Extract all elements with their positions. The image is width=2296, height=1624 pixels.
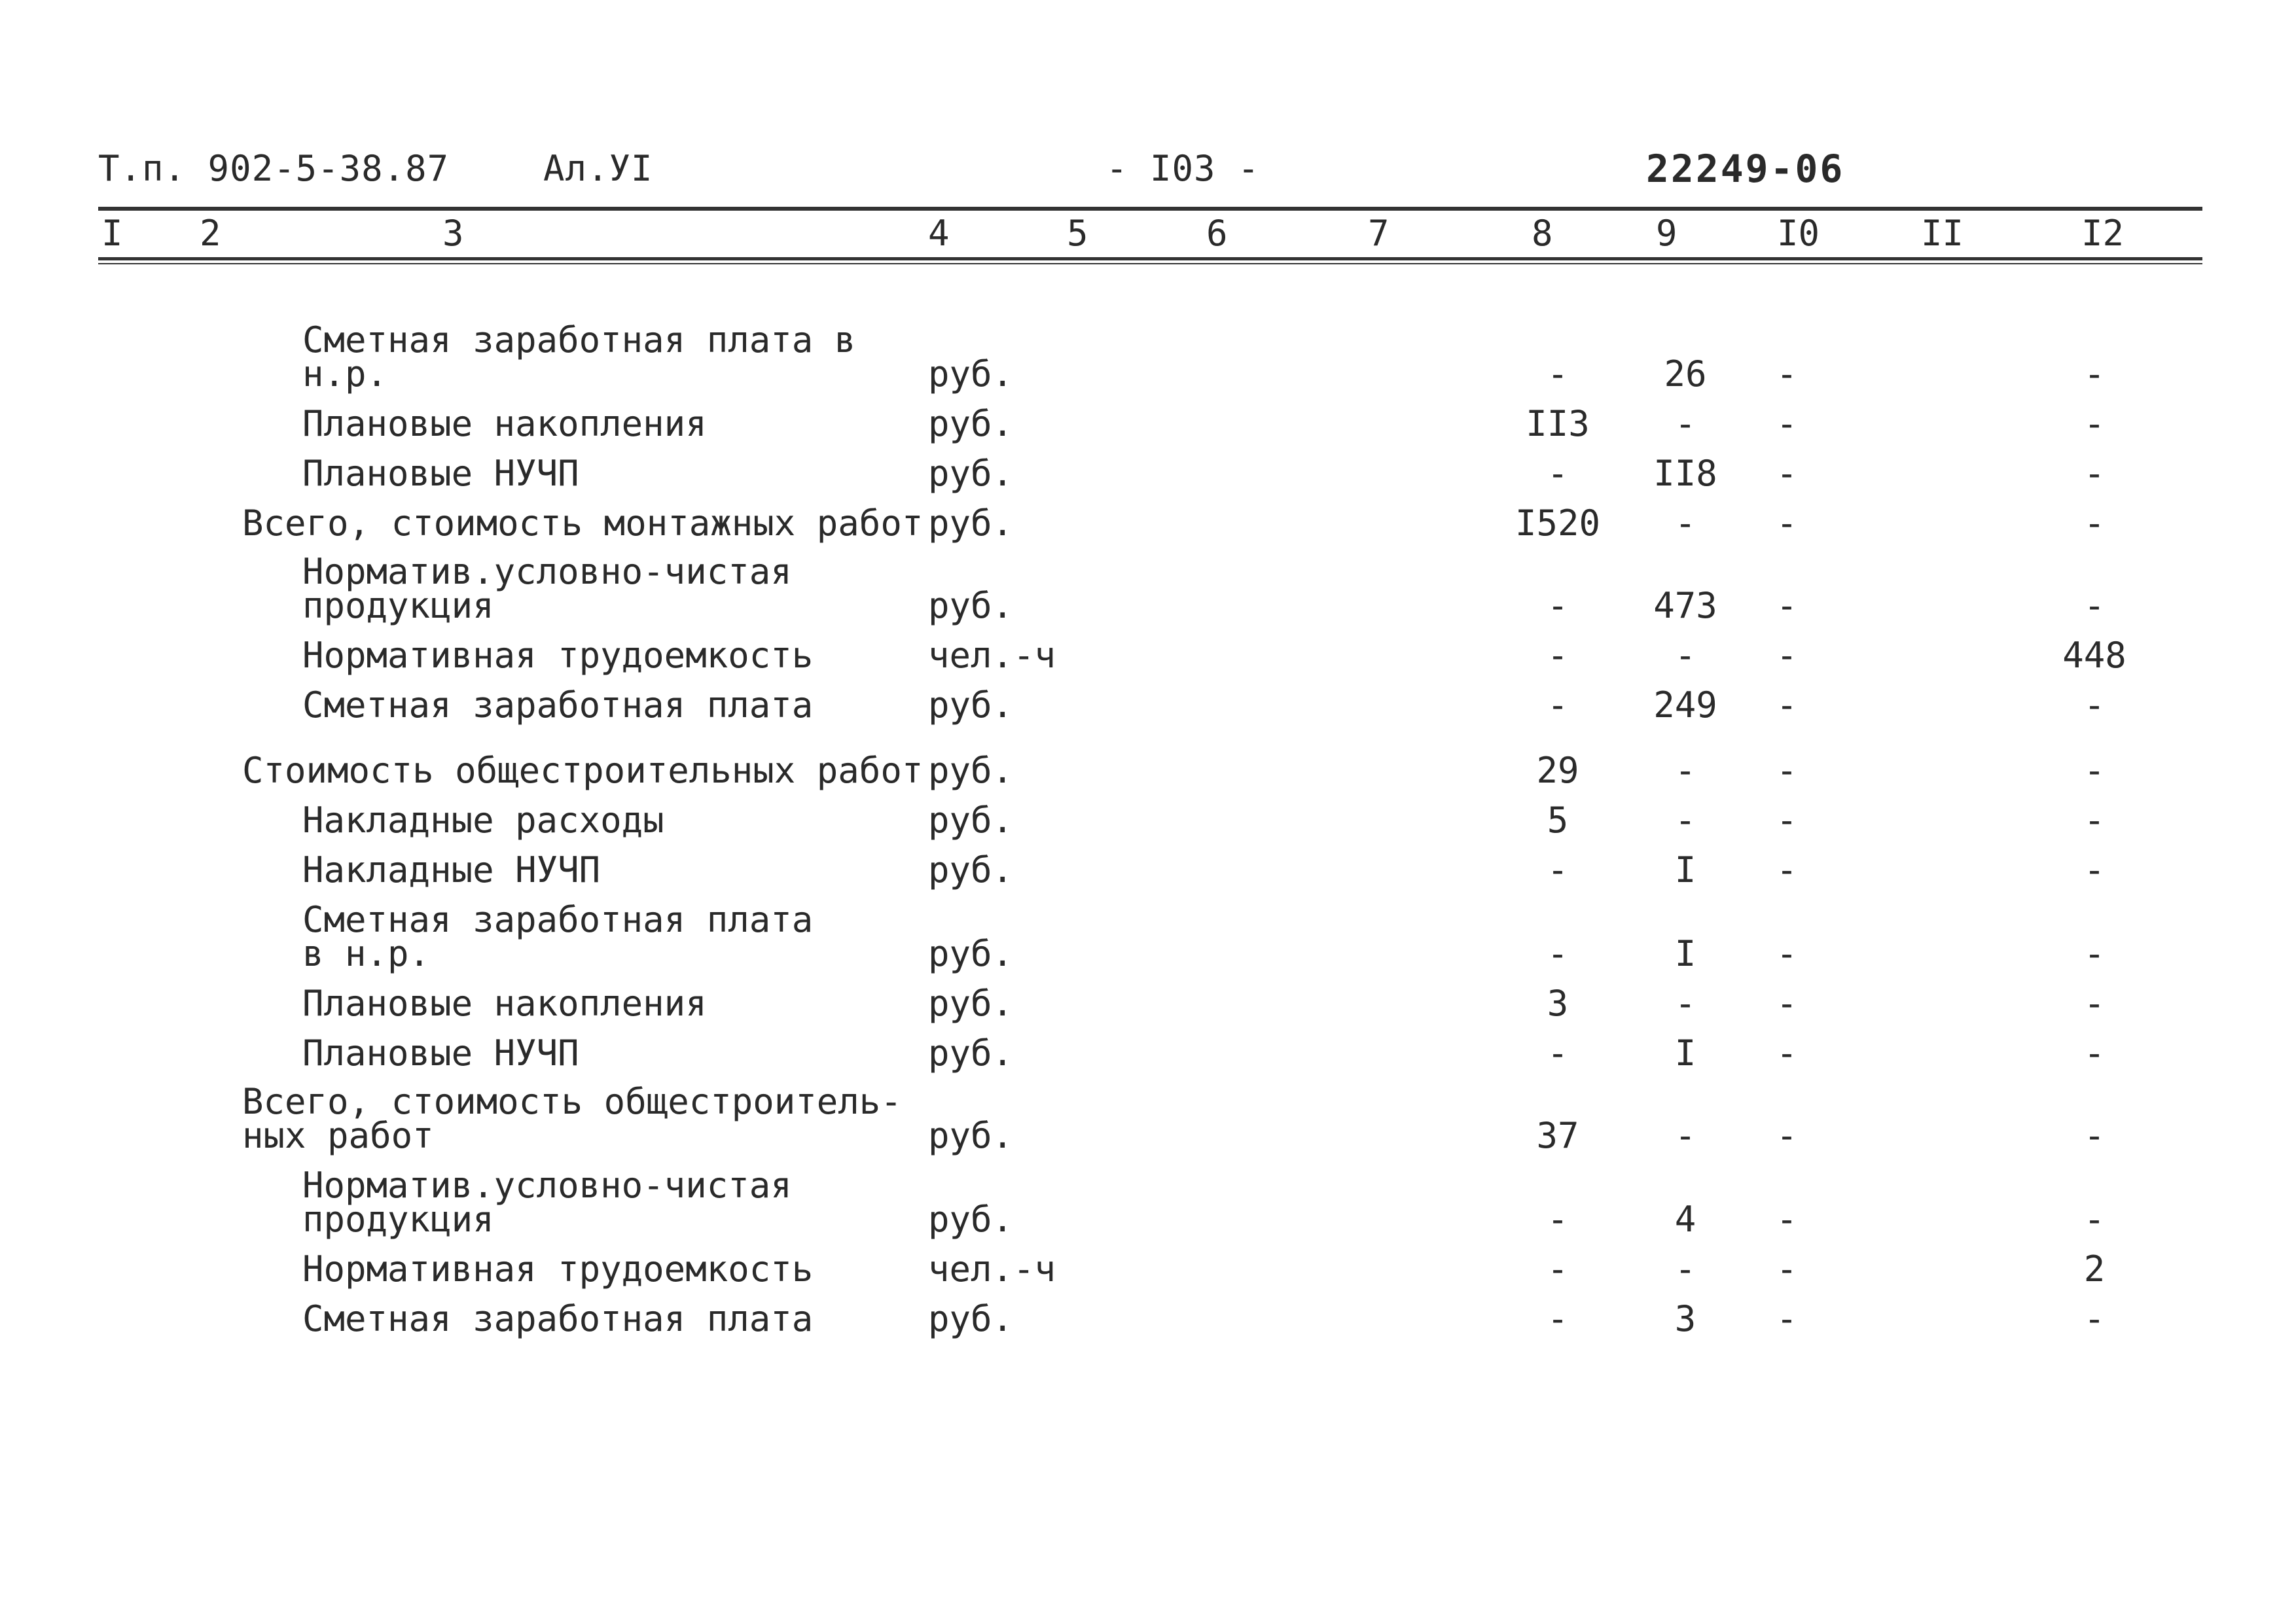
cell-col-9: I — [1674, 1033, 1696, 1074]
cell-col-9: I — [1674, 933, 1696, 974]
cell-col-10: - — [1776, 1248, 1798, 1290]
row-unit: чел.-ч — [928, 635, 1056, 676]
row-unit: руб. — [928, 1199, 1014, 1240]
cell-col-9: 26 — [1664, 353, 1707, 395]
row-name: Плановые накопления — [302, 403, 707, 444]
row-name: Сметная заработная плата — [302, 684, 814, 726]
column-number: 8 — [1532, 213, 1553, 254]
cell-col-12: 448 — [2062, 635, 2126, 676]
cell-col-8: - — [1547, 585, 1569, 626]
album-number: Ал.УI — [543, 148, 653, 189]
cell-col-8: 3 — [1547, 983, 1569, 1024]
cell-col-12: - — [2083, 353, 2106, 395]
cell-col-8: 29 — [1536, 750, 1579, 791]
row-unit: руб. — [928, 800, 1014, 841]
column-number: 4 — [928, 213, 950, 254]
column-number: 6 — [1206, 213, 1228, 254]
cell-col-12: - — [2083, 983, 2106, 1024]
cell-col-9: - — [1674, 800, 1696, 841]
cell-col-9: I — [1674, 849, 1696, 891]
cell-col-9: 249 — [1653, 684, 1717, 726]
row-unit: руб. — [928, 1033, 1014, 1074]
row-name: Сметная заработная плата — [302, 1298, 814, 1339]
cell-col-10: - — [1776, 453, 1798, 494]
cell-col-8: II3 — [1526, 403, 1590, 444]
row-name: Стоимость общестроительных работ — [242, 750, 924, 791]
row-unit: руб. — [928, 849, 1014, 891]
column-number: 2 — [200, 213, 221, 254]
row-unit: руб. — [928, 503, 1014, 544]
cell-col-12: 2 — [2083, 1248, 2106, 1290]
cell-col-10: - — [1776, 684, 1798, 726]
row-name: Нормативная трудоемкость — [302, 635, 814, 676]
row-unit: руб. — [928, 353, 1014, 395]
column-number: 9 — [1656, 213, 1677, 254]
cell-col-10: - — [1776, 353, 1798, 395]
row-unit: руб. — [928, 983, 1014, 1024]
row-unit: руб. — [928, 1115, 1014, 1156]
row-name: Плановые НУЧП — [302, 453, 579, 494]
row-unit: руб. — [928, 684, 1014, 726]
row-unit: чел.-ч — [928, 1248, 1056, 1290]
cell-col-8: - — [1547, 1248, 1569, 1290]
page-number: - I03 - — [1106, 148, 1260, 189]
cell-col-12: - — [2083, 750, 2106, 791]
row-unit: руб. — [928, 1298, 1014, 1339]
row-unit: руб. — [928, 453, 1014, 494]
row-name: Накладные НУЧП — [302, 849, 601, 891]
cell-col-8: - — [1547, 849, 1569, 891]
cell-col-8: - — [1547, 453, 1569, 494]
cell-col-9: - — [1674, 403, 1696, 444]
cell-col-10: - — [1776, 635, 1798, 676]
cell-col-10: - — [1776, 1298, 1798, 1339]
cell-col-12: - — [2083, 684, 2106, 726]
row-name: Всего, стоимость монтажных работ — [242, 503, 924, 544]
cell-col-10: - — [1776, 1115, 1798, 1156]
cell-col-10: - — [1776, 503, 1798, 544]
cell-col-9: - — [1674, 1248, 1696, 1290]
cell-col-10: - — [1776, 585, 1798, 626]
cell-col-8: - — [1547, 1033, 1569, 1074]
cell-col-9: II8 — [1653, 453, 1717, 494]
column-number: II — [1921, 213, 1964, 254]
column-number: I0 — [1777, 213, 1820, 254]
row-unit: руб. — [928, 403, 1014, 444]
cell-col-9: 473 — [1653, 585, 1717, 626]
cell-col-12: - — [2083, 1115, 2106, 1156]
cell-col-8: - — [1547, 353, 1569, 395]
cell-col-9: - — [1674, 750, 1696, 791]
cell-col-10: - — [1776, 1199, 1798, 1240]
inventory-code: 22249-06 — [1646, 147, 1845, 191]
cell-col-9: - — [1674, 635, 1696, 676]
cell-col-10: - — [1776, 750, 1798, 791]
column-number: I — [101, 213, 123, 254]
cell-col-12: - — [2083, 1033, 2106, 1074]
cell-col-8: 37 — [1536, 1115, 1579, 1156]
cell-col-8: - — [1547, 635, 1569, 676]
cell-col-9: - — [1674, 983, 1696, 1024]
row-name: Сметная заработная плата в н.р. — [302, 899, 814, 974]
row-unit: руб. — [928, 933, 1014, 974]
cell-col-8: I520 — [1515, 503, 1601, 544]
cell-col-10: - — [1776, 933, 1798, 974]
row-name: Норматив.условно-чистая продукция — [302, 1165, 792, 1240]
row-name: Плановые накопления — [302, 983, 707, 1024]
cell-col-12: - — [2083, 933, 2106, 974]
cell-col-9: - — [1674, 1115, 1696, 1156]
cell-col-12: - — [2083, 403, 2106, 444]
cell-col-12: - — [2083, 800, 2106, 841]
column-number: 5 — [1067, 213, 1088, 254]
cell-col-8: 5 — [1547, 800, 1569, 841]
row-name: Накладные расходы — [302, 800, 664, 841]
cell-col-12: - — [2083, 503, 2106, 544]
document-reference: Т.п. 902-5-38.87 — [98, 148, 450, 189]
cell-col-12: - — [2083, 849, 2106, 891]
column-number: I2 — [2081, 213, 2125, 254]
row-name: Плановые НУЧП — [302, 1033, 579, 1074]
cell-col-8: - — [1547, 933, 1569, 974]
cell-col-9: - — [1674, 503, 1696, 544]
row-name: Сметная заработная плата в н.р. — [302, 319, 856, 395]
cell-col-12: - — [2083, 453, 2106, 494]
cell-col-12: - — [2083, 585, 2106, 626]
row-unit: руб. — [928, 585, 1014, 626]
cell-col-9: 3 — [1674, 1298, 1696, 1339]
column-number: 7 — [1368, 213, 1390, 254]
cell-col-8: - — [1547, 1298, 1569, 1339]
column-number: 3 — [442, 213, 464, 254]
cell-col-10: - — [1776, 983, 1798, 1024]
cell-col-10: - — [1776, 403, 1798, 444]
cell-col-10: - — [1776, 849, 1798, 891]
cell-col-12: - — [2083, 1199, 2106, 1240]
cell-col-12: - — [2083, 1298, 2106, 1339]
cell-col-10: - — [1776, 800, 1798, 841]
row-name: Всего, стоимость общестроитель- ных работ — [242, 1081, 902, 1156]
row-name: Норматив.условно-чистая продукция — [302, 551, 792, 626]
cell-col-8: - — [1547, 1199, 1569, 1240]
cell-col-9: 4 — [1674, 1199, 1696, 1240]
row-name: Нормативная трудоемкость — [302, 1248, 814, 1290]
row-unit: руб. — [928, 750, 1014, 791]
cell-col-8: - — [1547, 684, 1569, 726]
cell-col-10: - — [1776, 1033, 1798, 1074]
